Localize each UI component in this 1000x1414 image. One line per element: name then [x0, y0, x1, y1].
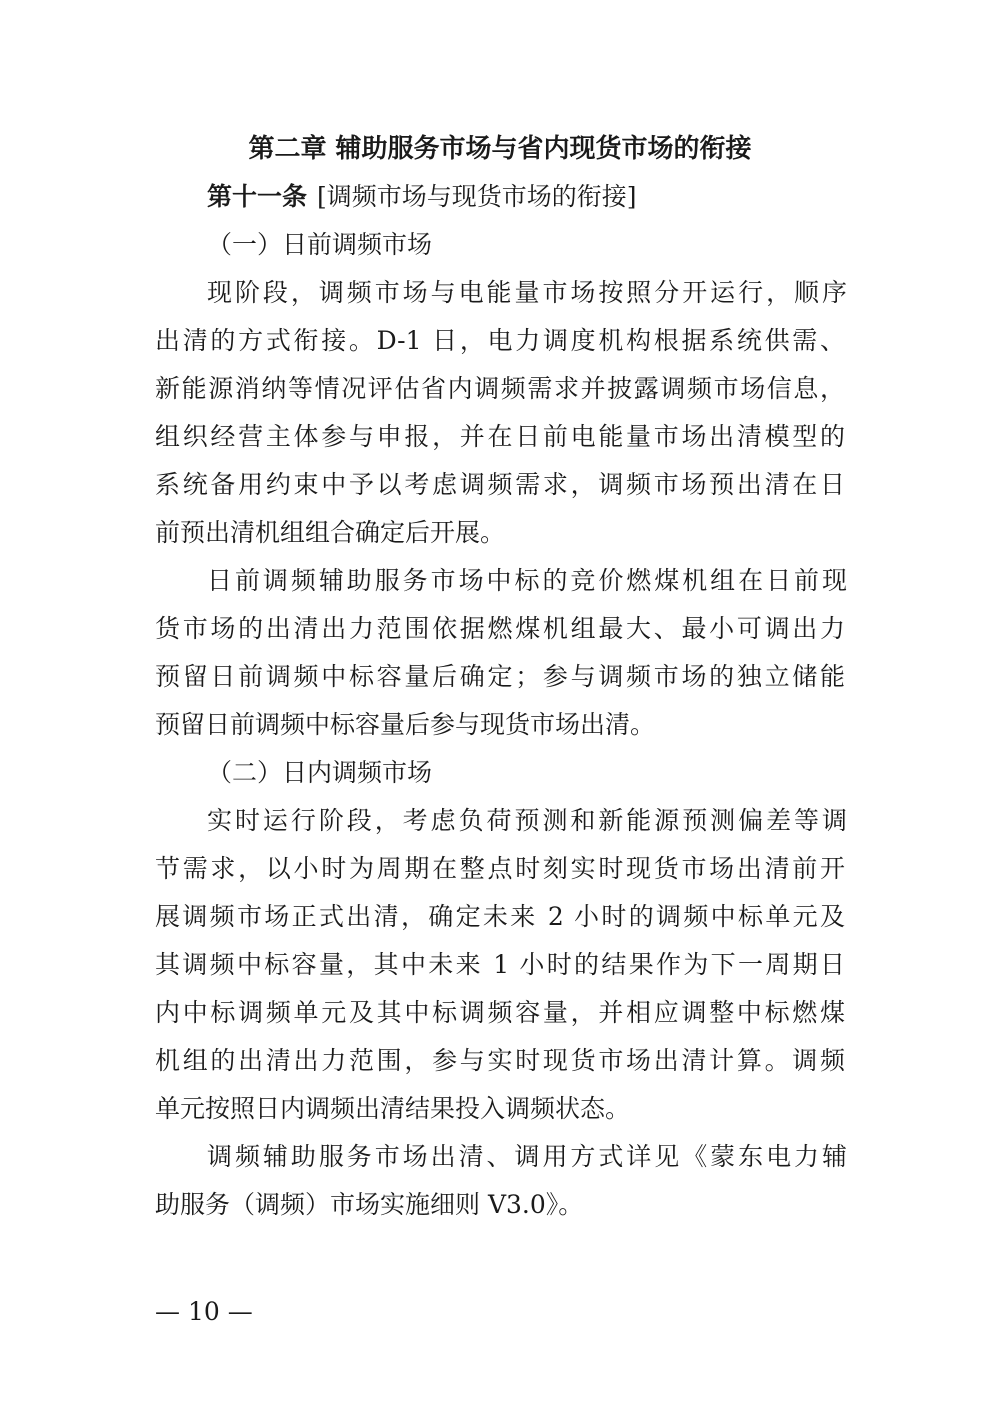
paragraph-line: 组织经营主体参与申报，并在日前电能量市场出清模型的	[155, 422, 845, 451]
paragraph-line: 日前调频辅助服务市场中标的竞价燃煤机组在日前现	[207, 566, 847, 595]
paragraph-line: 单元按照日内调频出清结果投入调频状态。	[155, 1094, 631, 1123]
paragraph-line: 货市场的出清出力范围依据燃煤机组最大、最小可调出力	[155, 614, 845, 643]
paragraph-line: 调频辅助服务市场出清、调用方式详见《蒙东电力辅	[207, 1142, 847, 1171]
article-number: 第十一条	[207, 182, 308, 211]
paragraph-line: 新能源消纳等情况评估省内调频需求并披露调频市场信息，	[155, 374, 845, 403]
paragraph-line: 节需求，以小时为周期在整点时刻实时现货市场出清前开	[155, 854, 845, 883]
chapter-title: 第二章 辅助服务市场与省内现货市场的衔接	[248, 134, 752, 164]
paragraph-line: 系统备用约束中予以考虑调频需求，调频市场预出清在日	[155, 470, 845, 499]
paragraph-line: 出清的方式衔接。D-1 日，电力调度机构根据系统供需、	[155, 326, 845, 355]
paragraph-line: 预留日前调频中标容量后参与现货市场出清。	[155, 710, 656, 739]
page-number: — 10 —	[155, 1297, 253, 1326]
paragraph-line: 现阶段，调频市场与电能量市场按照分开运行，顺序	[207, 278, 847, 307]
paragraph-line: 机组的出清出力范围，参与实时现货市场出清计算。调频	[155, 1046, 845, 1075]
paragraph-line: 预留日前调频中标容量后确定；参与调频市场的独立储能	[155, 662, 845, 691]
article-title: [调频市场与现货市场的衔接]	[317, 182, 637, 211]
article-heading	[207, 175, 637, 219]
paragraph-line: 实时运行阶段，考虑负荷预测和新能源预测偏差等调	[207, 806, 847, 835]
section-heading-day-ahead: （一）日前调频市场	[207, 230, 433, 259]
paragraph-line: 展调频市场正式出清，确定未来 2 小时的调频中标单元及	[155, 902, 845, 931]
paragraph-line: 内中标调频单元及其中标调频容量，并相应调整中标燃煤	[155, 998, 845, 1027]
paragraph-line: 助服务（调频）市场实施细则 V3.0》。	[155, 1190, 584, 1219]
section-heading-intraday: （二）日内调频市场	[207, 758, 433, 787]
paragraph-line: 前预出清机组组合确定后开展。	[155, 518, 506, 547]
paragraph-line: 其调频中标容量，其中未来 1 小时的结果作为下一周期日	[155, 950, 845, 979]
